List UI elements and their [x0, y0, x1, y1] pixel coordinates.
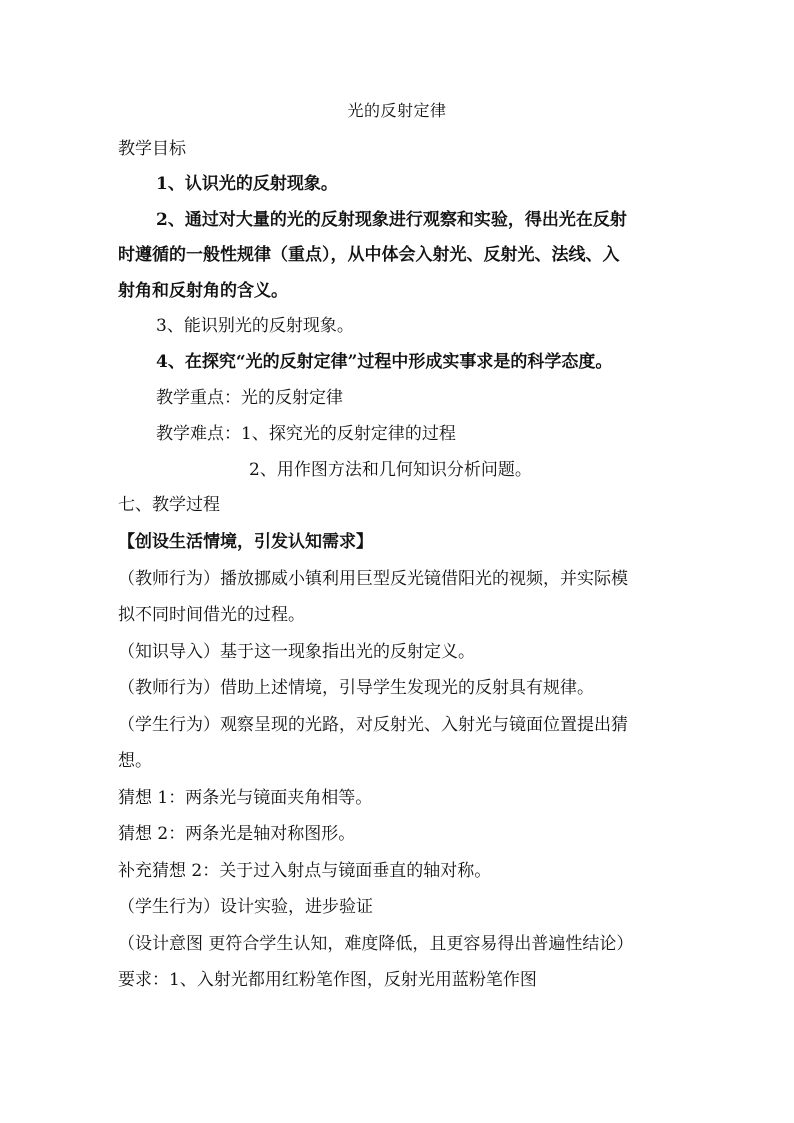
design-intent: （设计意图 更符合学生认知，难度降低，且更容易得出普遍性结论） — [118, 934, 634, 954]
knowledge-introduction: （知识导入）基于这一现象指出光的反射定义。 — [118, 642, 475, 662]
goal-2-line-1: 2、通过对大量的光的反射现象进行观察和实验，得出光在反射 — [156, 210, 627, 230]
section-heading-goals: 教学目标 — [118, 139, 186, 159]
guess-1: 猜想 1：两条光与镜面夹角相等。 — [118, 788, 373, 808]
section-heading-process: 七、教学过程 — [118, 495, 220, 515]
guess-2: 猜想 2：两条光是轴对称图形。 — [118, 824, 356, 844]
teaching-difficulty-1: 教学难点：1、探究光的反射定律的过程 — [156, 424, 456, 444]
supplementary-guess-2: 补充猜想 2：关于过入射点与镜面垂直的轴对称。 — [118, 861, 492, 881]
teaching-difficulty-2: 2、用作图方法和几何知识分析问题。 — [249, 460, 532, 480]
goal-1: 1、认识光的反射现象。 — [156, 174, 338, 194]
requirements: 要求：1、入射光都用红粉笔作图，反射光用蓝粉笔作图 — [118, 970, 537, 990]
document-title: 光的反射定律 — [347, 101, 447, 120]
goal-2-line-3: 射角和反射角的含义。 — [118, 281, 288, 301]
activity-heading: 【创设生活情境，引发认知需求】 — [118, 532, 373, 552]
goal-2-line-2: 时遵循的一般性规律（重点），从中体会入射光、反射光、法线、入 — [118, 245, 620, 265]
teacher-action-2: （教师行为）借助上述情境，引导学生发现光的反射具有规律。 — [118, 678, 594, 698]
student-action-2: （学生行为）设计实验，进步验证 — [118, 897, 373, 917]
teaching-key-point: 教学重点：光的反射定律 — [156, 388, 343, 408]
teacher-action-1-line-1: （教师行为）播放挪威小镇利用巨型反光镜借阳光的视频，并实际模 — [118, 569, 628, 589]
teacher-action-1-line-2: 拟不同时间借光的过程。 — [118, 605, 305, 625]
goal-3: 3、能识别光的反射现象。 — [156, 316, 354, 336]
goal-4: 4、在探究“光的反射定律”过程中形成实事求是的科学态度。 — [156, 352, 613, 372]
student-action-1-line-2: 想。 — [118, 751, 152, 771]
student-action-1-line-1: （学生行为）观察呈现的光路，对反射光、入射光与镜面位置提出猜 — [118, 715, 628, 735]
